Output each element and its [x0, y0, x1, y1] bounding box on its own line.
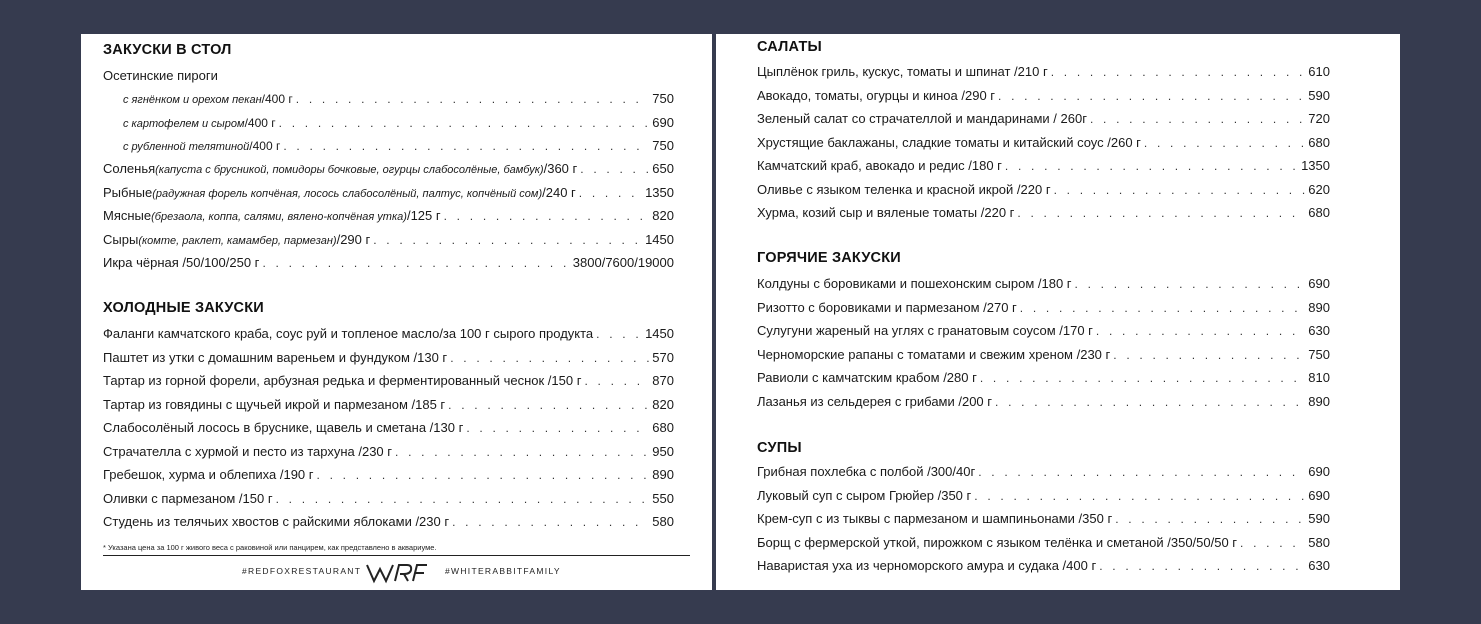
menu-page-right: [716, 34, 1400, 590]
item-name: Паштет из утки с домашним вареньем и фундуком /130 г: [103, 349, 448, 365]
item-description: (капуста с брусникой, помидоры бочковые, огурцы слабосолёные, бамбук): [155, 164, 544, 176]
item-name: с картофелем и сыром: [123, 117, 245, 130]
menu-item: [757, 276, 1330, 294]
leader-dots: [317, 468, 650, 482]
menu-item: [757, 370, 1330, 388]
item-price: 750: [652, 91, 674, 106]
leader-dots: [1005, 159, 1298, 173]
section-title-salads: САЛАТЫ: [757, 39, 822, 55]
section-title-hot: ГОРЯЧИЕ ЗАКУСКИ: [757, 250, 901, 266]
menu-item: [757, 394, 1330, 412]
leader-dots: [1096, 324, 1305, 338]
section-title-soups: СУПЫ: [757, 440, 802, 456]
item-price: 1450: [645, 326, 674, 341]
item-name: Авокадо, томаты, огурцы и киноа /290 г: [757, 87, 996, 103]
item-name: Камчатский краб, авокадо и редис /180 г: [757, 158, 1002, 173]
menu-item: [757, 64, 1330, 82]
item-name: Студень из телячьих хвостов с райскими яблоками /230 г: [103, 514, 450, 529]
item-price: 1350: [645, 184, 674, 200]
item-name: Рыбные: [103, 184, 153, 200]
menu-item: [103, 185, 674, 203]
item-name: Мясные: [103, 208, 152, 223]
menu-item: [757, 158, 1330, 176]
item-name: Равиоли с камчатским крабом /280 г: [757, 370, 977, 385]
leader-dots: [296, 92, 650, 106]
item-price: 690: [1308, 464, 1330, 479]
item-price: 610: [1308, 64, 1330, 79]
item-price: 620: [1308, 181, 1330, 197]
item-name: Хрустящие баклажаны, сладкие томаты и китайский соус /260 г: [757, 134, 1141, 150]
item-name: Крем-суп с из тыквы с пармезаном и шампиньонами /350 г: [757, 511, 1113, 526]
menu-item: [103, 373, 674, 391]
menu-item: [757, 111, 1330, 129]
item-price: 820: [652, 208, 674, 223]
item-name: Фаланги камчатского краба, соус руй и топленое масло: [103, 326, 440, 341]
item-weight: /400 г: [244, 115, 276, 130]
item-price: 750: [1308, 346, 1330, 362]
menu-item: [123, 91, 674, 109]
item-weight: /360 г: [543, 161, 578, 176]
menu-page-left: [81, 34, 712, 590]
item-price: 680: [652, 420, 674, 435]
item-price: 580: [652, 514, 674, 529]
menu-item: [123, 138, 674, 156]
leader-dots: [998, 89, 1305, 103]
item-weight: /за 100 г сырого продукта: [439, 326, 594, 341]
menu-item: [103, 161, 674, 179]
item-price: 590: [1308, 511, 1330, 526]
menu-item: [757, 558, 1330, 576]
menu-item: [103, 255, 674, 273]
menu-item: [103, 491, 674, 509]
footer-hashtag-left: #REDFOXRESTAURANT: [242, 566, 362, 576]
item-price: 810: [1308, 370, 1330, 385]
leader-dots: [980, 371, 1305, 385]
item-price: 3800/7600/19000: [572, 255, 674, 270]
item-description: (комте, раклет, камамбер, пармезан): [138, 234, 337, 247]
item-weight: /400 г: [249, 139, 281, 153]
item-weight: /240 г: [542, 184, 576, 200]
footer-divider: [103, 555, 690, 556]
menu-item: [757, 323, 1330, 341]
item-description: (брезаола, коппа, салями, вяленo-копчёная утка): [151, 211, 407, 223]
leader-dots: [1115, 512, 1305, 526]
menu-item: [757, 300, 1330, 318]
item-name: Борщ с фермерской уткой, пирожком с языком телёнка и сметаной /350/50/50 г: [757, 534, 1238, 550]
item-name: с рубленной телятиной: [123, 141, 250, 153]
item-price: 650: [652, 161, 674, 176]
item-name: Оливье с языком теленка и красной икрой /220 г: [757, 181, 1051, 197]
leader-dots: [452, 515, 649, 529]
item-price: 690: [652, 114, 674, 130]
leader-dots: [466, 421, 649, 435]
item-weight: /290 г: [336, 231, 371, 247]
item-name: Лазанья из сельдерея с грибами /200 г: [757, 393, 993, 409]
menu-item: [103, 467, 674, 485]
leader-dots: [584, 374, 649, 388]
item-price: 630: [1308, 323, 1330, 338]
footnote: * Указана цена за 100 г живого веса с раковиной или панцирем, как представлено в аквариуме.: [103, 543, 437, 552]
item-name: Ризотто с боровиками и пармезаном /270 г: [757, 299, 1017, 315]
item-price: 950: [652, 443, 674, 459]
footer-hashtag-right: #WHITERABBITFAMILY: [445, 566, 561, 576]
leader-dots: [974, 489, 1305, 503]
item-price: 690: [1308, 487, 1330, 503]
leader-dots: [395, 445, 649, 459]
item-price: 680: [1308, 205, 1330, 220]
item-price: 550: [652, 490, 674, 506]
leader-dots: [262, 256, 569, 270]
leader-dots: [1054, 183, 1306, 197]
menu-item: [103, 420, 674, 438]
leader-dots: [978, 465, 1305, 479]
leader-dots: [1020, 301, 1306, 315]
section-title-zakuski: ЗАКУСКИ В СТОЛ: [103, 42, 232, 58]
item-name: Колдуны с боровиками и пошехонским сыром /180 г: [757, 276, 1072, 291]
menu-item: [103, 208, 674, 226]
item-price: 690: [1308, 276, 1330, 291]
menu-item: [757, 347, 1330, 365]
item-price: 820: [652, 396, 674, 412]
item-weight: /400 г: [261, 92, 293, 106]
item-name: Страчателла с хурмой и песто из тархуна /230 г: [103, 443, 393, 459]
leader-dots: [276, 492, 650, 506]
item-price: 580: [1308, 534, 1330, 550]
menu-item: [757, 135, 1330, 153]
leader-dots: [596, 327, 642, 341]
leader-dots: [1075, 277, 1306, 291]
item-name: Зеленый салат со страчателлой и мандаринами / 260г: [757, 111, 1087, 126]
leader-dots: [1144, 136, 1305, 150]
item-name: Слабосолёный лосось в бруснике, щавель и сметана /130 г: [103, 420, 464, 435]
item-name: Сыры: [103, 231, 139, 247]
menu-item: [757, 182, 1330, 200]
item-price: 680: [1308, 134, 1330, 150]
leader-dots: [1051, 65, 1306, 79]
leader-dots: [450, 351, 649, 365]
menu-item: [757, 205, 1330, 223]
leader-dots: [1113, 348, 1305, 362]
menu-item: [103, 326, 674, 344]
item-weight: /125 г: [406, 208, 441, 223]
item-name: Икра чёрная /50/100/250 г: [103, 255, 260, 270]
menu-item: [103, 232, 674, 250]
leader-dots: [1090, 112, 1305, 126]
menu-item: [103, 397, 674, 415]
leader-dots: [995, 395, 1305, 409]
item-price: 630: [1308, 558, 1330, 573]
leader-dots: [580, 162, 649, 176]
item-name: Гребешок, хурма и облепиха /190 г: [103, 467, 314, 482]
leader-dots: [448, 398, 649, 412]
section-title-cold: ХОЛОДНЫЕ ЗАКУСКИ: [103, 300, 264, 316]
leader-dots: [444, 209, 650, 223]
menu-item: [757, 535, 1330, 553]
item-name: Черноморские рапаны с томатами и свежим хреном /230 г: [757, 346, 1111, 362]
leader-dots: [373, 233, 642, 247]
menu-item: [103, 350, 674, 368]
item-name: Грибная похлебка с полбой /300/40г: [757, 464, 976, 479]
item-price: 890: [1308, 299, 1330, 315]
item-name: Тартар из говядины с щучьей икрой и пармезаном /185 г: [103, 396, 446, 412]
menu-item: [103, 514, 674, 532]
item-name: Луковый суп с сыром Грюйер /350 г: [757, 487, 972, 503]
wrf-logo: [365, 562, 429, 584]
leader-dots: [579, 186, 642, 200]
menu-item: [757, 511, 1330, 529]
leader-dots: [283, 139, 649, 153]
item-price: 870: [652, 373, 674, 388]
menu-item: [103, 444, 674, 462]
item-price: 720: [1308, 111, 1330, 126]
menu-item: [757, 88, 1330, 106]
item-price: 890: [652, 467, 674, 482]
leader-dots: [1017, 206, 1305, 220]
menu-item: [757, 464, 1330, 482]
menu-item: [123, 115, 674, 133]
item-name: Соленья: [103, 161, 156, 176]
leader-dots: [1099, 559, 1305, 573]
item-name: Цыплёнок гриль, кускус, томаты и шпинат /210 г: [757, 64, 1048, 79]
item-name: Оливки с пармезаном /150 г: [103, 490, 273, 506]
item-name: с ягнёнком и орехом пекан: [123, 94, 262, 106]
item-description: (радужная форель копчёная, лосось слабосолёный, палтус, копчёный сом): [152, 187, 543, 200]
item-name: Наваристая уха из черноморского амура и судака /400 г: [757, 558, 1097, 573]
item-name: Сулугуни жареный на углях с гранатовым соусом /170 г: [757, 323, 1093, 338]
group-label-pies: Осетинские пироги: [103, 68, 218, 83]
item-name: Тартар из горной форели, арбузная редька и ферментированный чеснок /150 г: [103, 373, 582, 388]
item-price: 1450: [645, 231, 674, 247]
item-price: 890: [1308, 393, 1330, 409]
item-price: 1350: [1301, 158, 1330, 173]
item-price: 750: [652, 138, 674, 153]
item-price: 570: [652, 349, 674, 365]
item-name: Хурма, козий сыр и вяленые томаты /220 г: [757, 205, 1015, 220]
leader-dots: [1240, 536, 1305, 550]
leader-dots: [279, 116, 650, 130]
item-price: 590: [1308, 87, 1330, 103]
menu-item: [757, 488, 1330, 506]
